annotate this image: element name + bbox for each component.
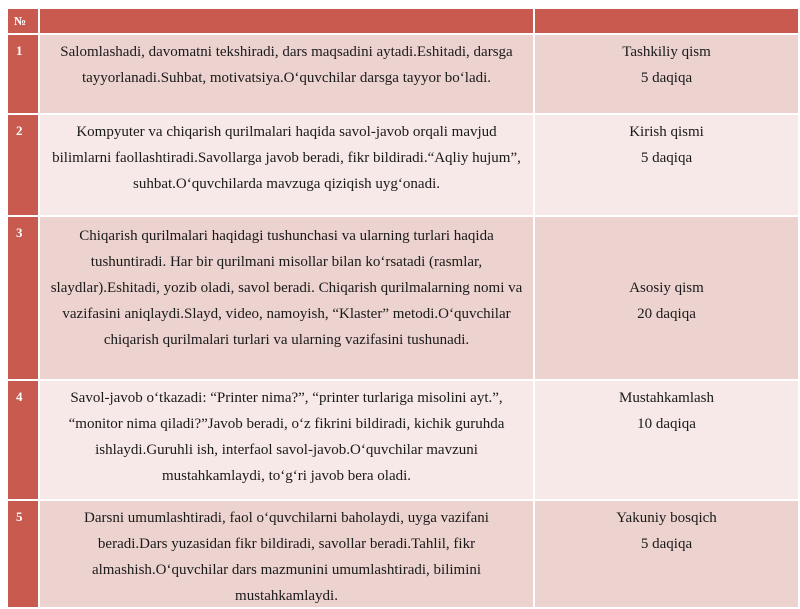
row-number: 5 xyxy=(8,501,38,607)
row-stage xyxy=(535,381,798,499)
stage-name: Mustahkamlash xyxy=(619,390,714,406)
stage-duration: 5 daqiqa xyxy=(640,70,693,86)
stage-duration: 5 daqiqa xyxy=(640,536,693,552)
stage-duration: 20 daqiqa xyxy=(637,306,696,322)
row-description: Salomlashadi, davomatni tekshiradi, dars maqsadini aytadi.Eshitadi, darsga tayyorlanadi.Suhbat, motivatsiya.O‘quvchilar darsga tayyor bo‘ladi. xyxy=(40,35,533,113)
row-stage xyxy=(535,217,798,379)
stage-name: Yakuniy bosqich xyxy=(616,510,717,526)
row-description: Kompyuter va chiqarish qurilmalari haqida savol-javob orqali mavjud bilimlarni faollashtiradi.Savollarga javob beradi, fikr bildiradi.“Aqliy hujum”, suhbat.O‘quvchilarda mavzuga qiziqish uyg‘onadi. xyxy=(40,115,533,215)
row-stage xyxy=(535,501,798,607)
header-number: № xyxy=(8,9,38,33)
row-stage xyxy=(535,115,798,215)
row-number: 4 xyxy=(8,381,38,499)
stage-name: Tashkiliy qism xyxy=(622,44,711,60)
row-number: 1 xyxy=(8,35,38,113)
header-description xyxy=(40,9,533,33)
row-number: 2 xyxy=(8,115,38,215)
stage-duration: 5 daqiqa xyxy=(640,150,693,166)
row-stage xyxy=(535,35,798,113)
row-description: Savol-javob o‘tkazadi: “Printer nima?”, “printer turlariga misolini ayt.”, “monitor nima qiladi?”Javob beradi, o‘z fikrini bildiradi, kichik guruhda ishlaydi.Guruhli ish, interfaol savol-javob.O‘quvchilar mavzuni mustahkamlaydi, to‘g‘ri javob bera oladi. xyxy=(40,381,533,499)
stage-name: Kirish qismi xyxy=(629,124,704,140)
stage-duration: 10 daqiqa xyxy=(637,416,696,432)
stage-name: Asosiy qism xyxy=(629,280,704,296)
row-description: Chiqarish qurilmalari haqidagi tushunchasi va ularning turlari haqida tushuntiradi. Har bir qurilmani misollar bilan ko‘rsatadi (rasmlar, slaydlar).Eshitadi, yozib oladi, savol beradi. Chiqarish qurilmalarning nomi va vazifasini aniqlaydi.Slayd, video, namoyish, “Klaster” metodi.O‘quvchilar chiqarish qurilmalari turlari va ularning vazifasini tushunadi. xyxy=(40,217,533,379)
header-stage xyxy=(535,9,798,33)
row-number: 3 xyxy=(8,217,38,379)
row-description: Darsni umumlashtiradi, faol o‘quvchilarni baholaydi, uyga vazifani beradi.Dars yuzasidan fikr bildiradi, savollar beradi.Tahlil, fikr almashish.O‘quvchilar dars mazmunini umumlashtiradi, bilimini mustahkamlaydi. xyxy=(40,501,533,607)
lesson-plan-table xyxy=(8,9,794,604)
